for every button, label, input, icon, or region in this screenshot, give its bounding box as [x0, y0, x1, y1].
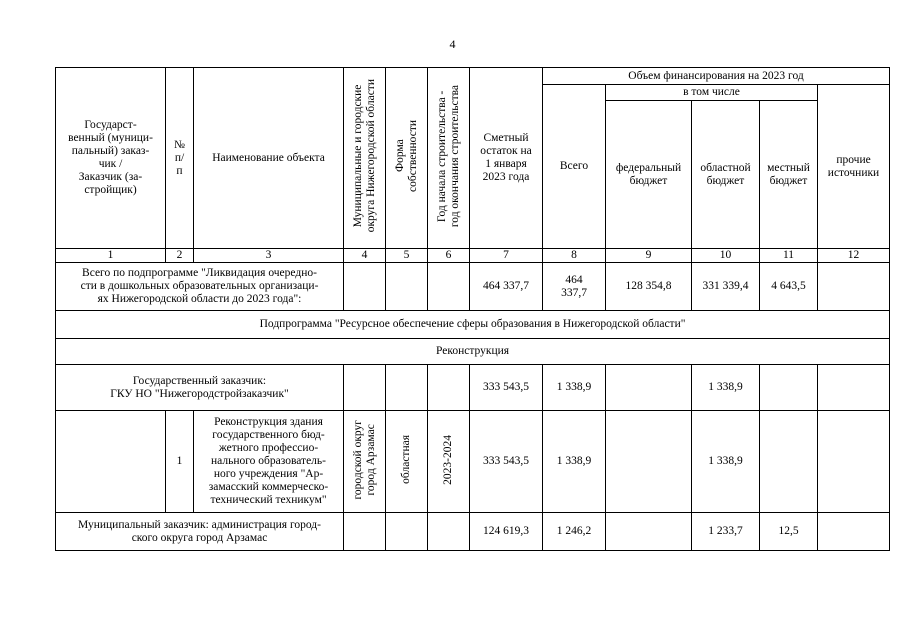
object-name: Реконструкция здания государственного бюд- жетного профессио- нального образователь- ного учреждения "Ар- замасский коммерческо- технический техникум"	[194, 411, 344, 513]
col-num: 10	[692, 249, 760, 263]
municipal-regional: 1 233,7	[692, 513, 760, 551]
col-num: 3	[194, 249, 344, 263]
total-all: 464 337,7	[543, 263, 606, 311]
col-num: 6	[428, 249, 470, 263]
total-local: 4 643,5	[760, 263, 818, 311]
header-years: Год начала строительства - год окончания строительства	[428, 68, 470, 249]
state-regional: 1 338,9	[692, 365, 760, 411]
col-num: 5	[386, 249, 428, 263]
state-balance: 333 543,5	[470, 365, 543, 411]
col-num: 12	[818, 249, 890, 263]
total-balance: 464 337,7	[470, 263, 543, 311]
header-municipality: Муниципальные и городские округа Нижегородской области	[344, 68, 386, 249]
object-regional: 1 338,9	[692, 411, 760, 513]
header-total: Всего	[543, 85, 606, 249]
municipal-local: 12,5	[760, 513, 818, 551]
col-num: 4	[344, 249, 386, 263]
state-customer-row	[56, 365, 890, 411]
municipal-customer-row	[56, 513, 890, 551]
header-ownership: Форма собственности	[386, 68, 428, 249]
col-num: 2	[166, 249, 194, 263]
header-balance: Сметный остаток на 1 января 2023 года	[470, 68, 543, 249]
col-num: 9	[606, 249, 692, 263]
municipal-balance: 124 619,3	[470, 513, 543, 551]
col-num: 7	[470, 249, 543, 263]
total-regional: 331 339,4	[692, 263, 760, 311]
object-years: 2023-2024	[428, 411, 470, 513]
object-balance: 333 543,5	[470, 411, 543, 513]
object-row	[56, 411, 890, 513]
section-title: Реконструкция	[56, 339, 890, 365]
header-federal: федеральный бюджет	[606, 101, 692, 249]
subprogram-title: Подпрограмма "Ресурсное обеспечение сферы образования в Нижегородской области"	[56, 311, 890, 339]
col-num: 11	[760, 249, 818, 263]
state-customer-label: Государственный заказчик: ГКУ НО "Нижегородстройзаказчик"	[56, 365, 344, 411]
object-total: 1 338,9	[543, 411, 606, 513]
header-customer: Государст- венный (муници- пальный) заказ- чик / Заказчик (за- стройщик)	[56, 68, 166, 249]
municipal-customer-label: Муниципальный заказчик: администрация город- ского округа город Арзамас	[56, 513, 344, 551]
col-num: 1	[56, 249, 166, 263]
header-number: № п/ п	[166, 68, 194, 249]
header-including: в том числе	[606, 85, 818, 101]
object-number: 1	[166, 411, 194, 513]
subprogram-total-label: Всего по подпрограмме "Ликвидация очередно- сти в дошкольных образовательных организаци- ях Нижегородской области до 2023 года":	[56, 263, 344, 311]
financing-table	[55, 67, 890, 551]
page-number: 4	[449, 37, 456, 51]
total-federal: 128 354,8	[606, 263, 692, 311]
subprogram-total-row	[56, 263, 890, 311]
header-funding: Объем финансирования на 2023 год	[543, 68, 890, 85]
column-numbers-row	[56, 249, 890, 263]
object-ownership: областная	[386, 411, 428, 513]
header-object-name: Наименование объекта	[194, 68, 344, 249]
header-local: местный бюджет	[760, 101, 818, 249]
object-municipality: городской округ город Арзамас	[344, 411, 386, 513]
col-num: 8	[543, 249, 606, 263]
municipal-total: 1 246,2	[543, 513, 606, 551]
header-other: прочие источники	[818, 85, 890, 249]
state-total: 1 338,9	[543, 365, 606, 411]
header-regional: областной бюджет	[692, 101, 760, 249]
